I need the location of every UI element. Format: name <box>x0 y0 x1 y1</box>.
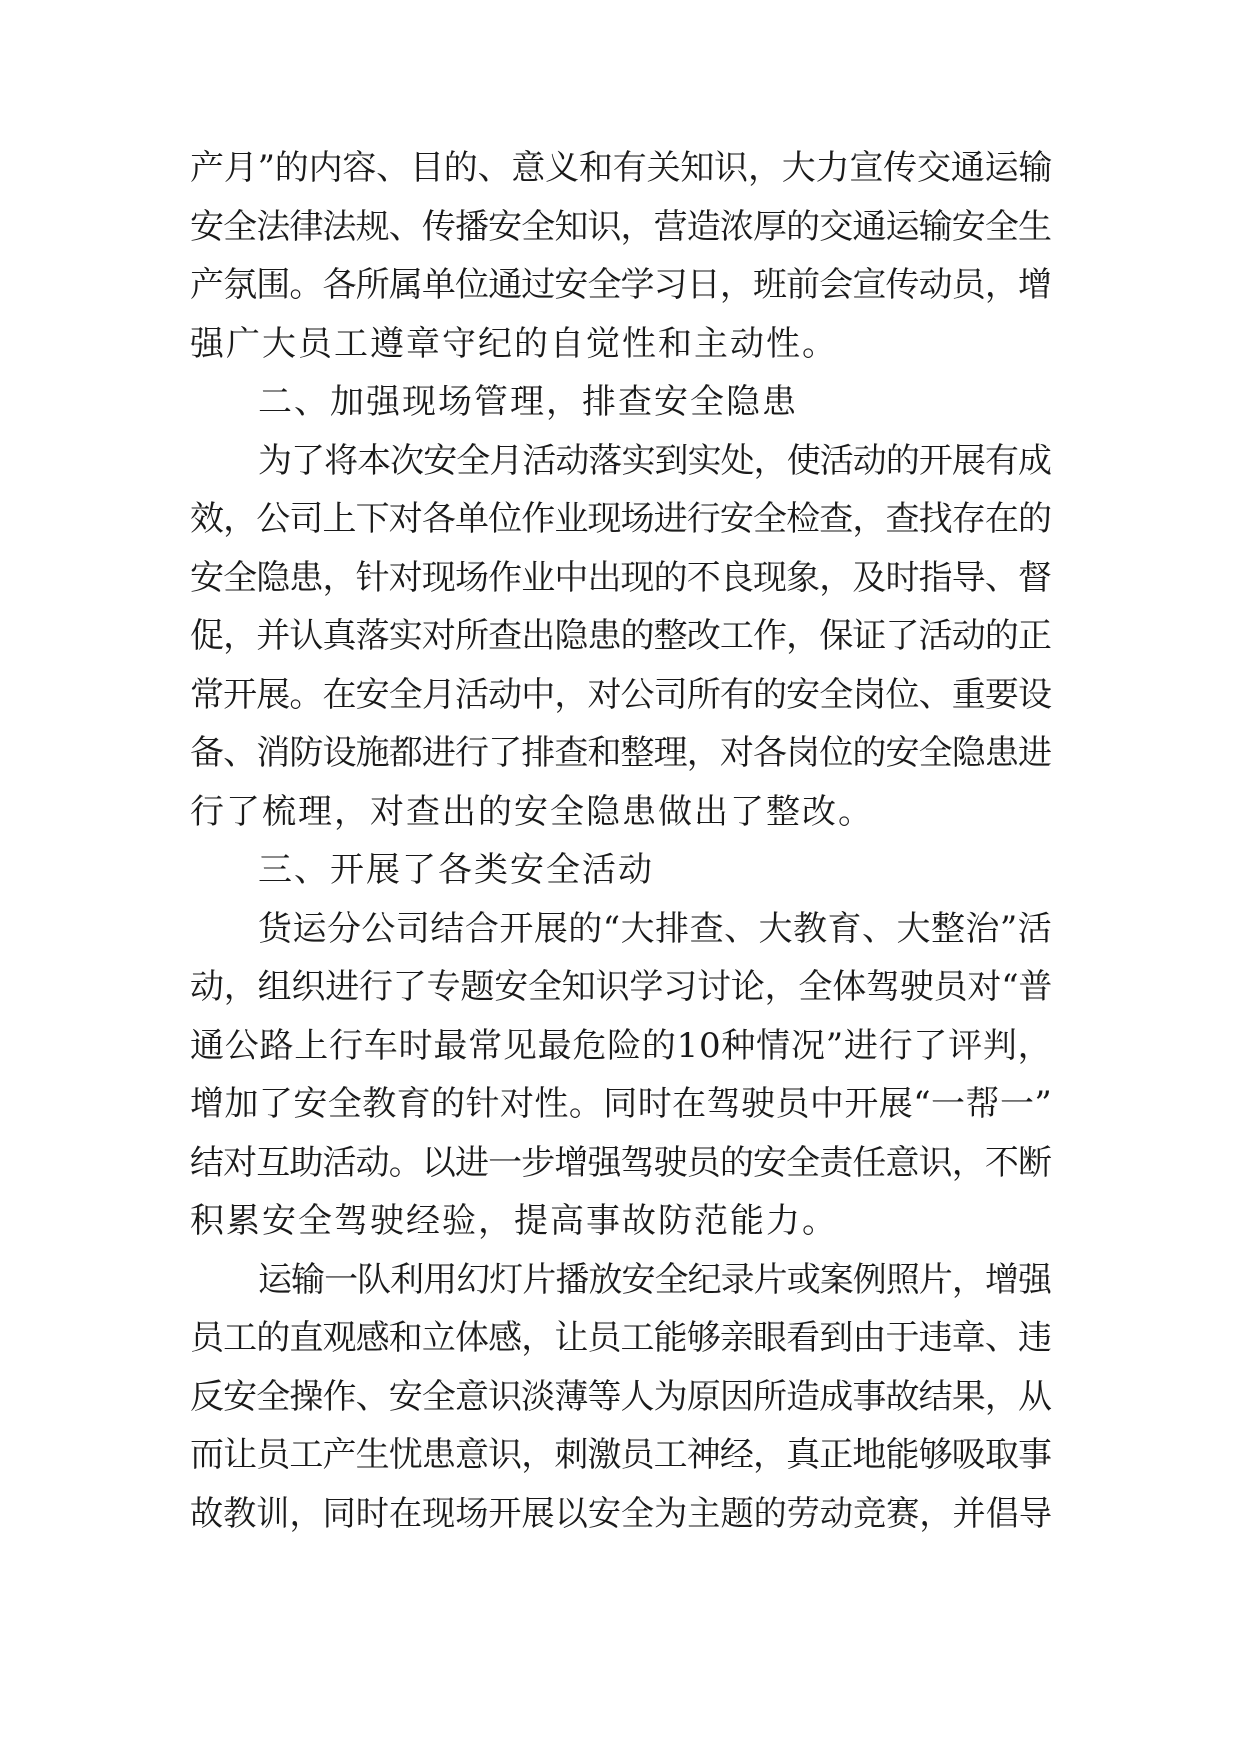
text-line: 通公路上行车时最常见最危险的10种情况”进行了评判， <box>190 1025 1053 1066</box>
text-line: 故教训，同时在现场开展以安全为主题的劳动竞赛，并倡导 <box>190 1493 1052 1534</box>
section-heading: 二、加强现场管理，排查安全隐患 <box>258 382 798 422</box>
text-line: 行了梳理，对查出的安全隐患做出了整改。 <box>190 791 874 832</box>
text-line: 运输一队利用幻灯片播放安全纪录片或案例照片，增强 <box>258 1259 1052 1300</box>
text-line: 结对互助活动。以进一步增强驾驶员的安全责任意识，不断 <box>190 1142 1052 1183</box>
text-line: 为了将本次安全月活动落实到实处，使活动的开展有成 <box>258 440 1052 481</box>
text-line: 动，组织进行了专题安全知识学习讨论，全体驾驶员对“普 <box>190 967 1053 1007</box>
text-line: 员工的直观感和立体感，让员工能够亲眼看到由于违章、违 <box>190 1318 1052 1358</box>
text-line: 反安全操作、安全意识淡薄等人为原因所造成事故结果，从 <box>190 1376 1052 1417</box>
text-line: 安全隐患，针对现场作业中出现的不良现象，及时指导、督 <box>190 557 1052 598</box>
text-line: 而让员工产生忧患意识，刺激员工神经，真正地能够吸取事 <box>190 1435 1052 1475</box>
text-line: 强广大员工遵章守纪的自觉性和主动性。 <box>190 323 838 364</box>
text-line: 产氛围。各所属单位通过安全学习日，班前会宣传动员，增 <box>190 265 1052 305</box>
text-line: 安全法律法规、传播安全知识，营造浓厚的交通运输安全生 <box>190 206 1052 247</box>
text-line: 常开展。在安全月活动中，对公司所有的安全岗位、重要设 <box>190 674 1052 715</box>
text-line: 促，并认真落实对所查出隐患的整改工作，保证了活动的正 <box>190 616 1052 656</box>
text-line: 备、消防设施都进行了排查和整理，对各岗位的安全隐患进 <box>190 733 1052 773</box>
text-line: 货运分公司结合开展的“大排查、大教育、大整治”活 <box>258 908 1053 949</box>
text-line: 产月”的内容、目的、意义和有关知识，大力宣传交通运输 <box>190 148 1053 188</box>
section-heading: 三、开展了各类安全活动 <box>258 850 654 890</box>
text-line: 效，公司上下对各单位作业现场进行安全检查，查找存在的 <box>190 499 1052 539</box>
text-line: 积累安全驾驶经验，提高事故防范能力。 <box>190 1201 838 1241</box>
text-line: 增加了安全教育的针对性。同时在驾驶员中开展“一帮一” <box>190 1084 1053 1124</box>
